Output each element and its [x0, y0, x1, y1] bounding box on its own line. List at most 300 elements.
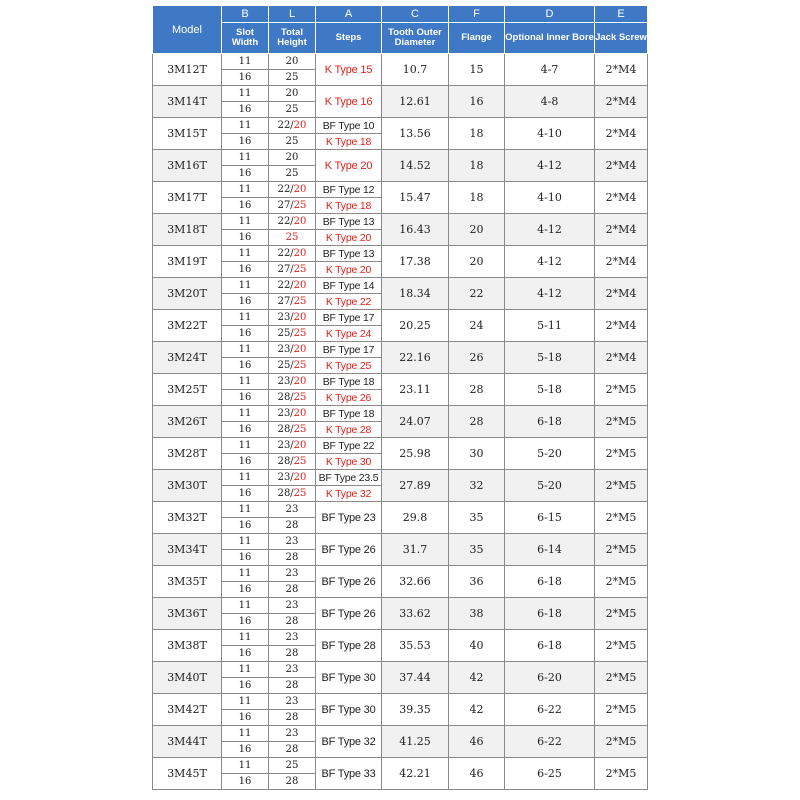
jack-screw-cell: 2*M5: [595, 470, 648, 502]
model-cell: 3M25T: [153, 374, 222, 406]
table-body: [153, 54, 648, 790]
total-height-cell: [269, 598, 316, 614]
total-height-cell: [269, 326, 316, 342]
steps-cell: BF Type 18: [316, 406, 382, 422]
pulley-spec-table: [152, 5, 648, 790]
total-height-value: 25/: [277, 327, 294, 339]
steps-cell: K Type 24: [316, 326, 382, 342]
inner-bore-cell: 6-20: [505, 662, 595, 694]
total-height-value: 23: [285, 663, 299, 675]
steps-cell: K Type 22: [316, 294, 382, 310]
header-optional-inner-bore: Optional Inner Bore: [505, 23, 595, 54]
slot-width-cell: 16: [222, 454, 269, 470]
inner-bore-cell: 6-18: [505, 630, 595, 662]
model-cell: 3M30T: [153, 470, 222, 502]
slot-width-cell: 11: [222, 758, 269, 774]
steps-cell: BF Type 13: [316, 246, 382, 262]
total-height-cell: [269, 278, 316, 294]
total-height-value: 23: [285, 567, 299, 579]
slot-width-cell: 11: [222, 662, 269, 678]
header-flange: Flange: [449, 23, 505, 54]
total-height-value: 25: [285, 759, 299, 771]
jack-screw-cell: 2*M4: [595, 86, 648, 118]
inner-bore-cell: 6-18: [505, 566, 595, 598]
table-row: [153, 598, 648, 614]
total-height-value: 20: [293, 343, 307, 355]
total-height-value: 25: [293, 199, 307, 211]
total-height-value: 25: [293, 455, 307, 467]
total-height-cell: [269, 470, 316, 486]
model-cell: 3M20T: [153, 278, 222, 310]
jack-screw-cell: 2*M4: [595, 278, 648, 310]
total-height-value: 20: [285, 87, 299, 99]
header-jack-screw: Jack Screw: [595, 23, 648, 54]
total-height-value: 27/: [277, 199, 294, 211]
slot-width-cell: 16: [222, 294, 269, 310]
table-row: [153, 214, 648, 230]
total-height-value: 23: [285, 599, 299, 611]
total-height-cell: [269, 214, 316, 230]
total-height-cell: [269, 358, 316, 374]
steps-cell: BF Type 10: [316, 118, 382, 134]
header-model: Model: [153, 6, 222, 54]
total-height-cell: [269, 182, 316, 198]
total-height-value: 28: [285, 743, 299, 755]
table-row: [153, 86, 648, 102]
total-height-cell: [269, 726, 316, 742]
slot-width-cell: 11: [222, 470, 269, 486]
total-height-value: 28: [285, 551, 299, 563]
inner-bore-cell: 4-12: [505, 150, 595, 182]
total-height-value: 23/: [277, 343, 294, 355]
slot-width-cell: 16: [222, 774, 269, 790]
total-height-cell: [269, 630, 316, 646]
steps-cell: K Type 32: [316, 486, 382, 502]
slot-width-cell: 11: [222, 342, 269, 358]
total-height-cell: [269, 742, 316, 758]
jack-screw-cell: 2*M5: [595, 502, 648, 534]
total-height-value: 23: [285, 535, 299, 547]
total-height-value: 28: [285, 775, 299, 787]
inner-bore-cell: 6-18: [505, 406, 595, 438]
table-row: [153, 246, 648, 262]
slot-width-cell: 11: [222, 694, 269, 710]
total-height-value: 28: [285, 679, 299, 691]
slot-width-cell: 11: [222, 182, 269, 198]
total-height-value: 23/: [277, 407, 294, 419]
inner-bore-cell: 6-18: [505, 598, 595, 630]
total-height-cell: [269, 54, 316, 70]
total-height-value: 25: [293, 263, 307, 275]
steps-cell: K Type 18: [316, 134, 382, 150]
total-height-value: 28: [285, 711, 299, 723]
total-height-value: 25: [293, 327, 307, 339]
header-slot-width: Slot Width: [222, 23, 269, 54]
steps-cell: BF Type 30: [316, 662, 382, 694]
slot-width-cell: 11: [222, 150, 269, 166]
slot-width-cell: 16: [222, 550, 269, 566]
total-height-cell: [269, 566, 316, 582]
model-cell: 3M24T: [153, 342, 222, 374]
table-row: [153, 310, 648, 326]
table-row: [153, 342, 648, 358]
model-cell: 3M40T: [153, 662, 222, 694]
slot-width-cell: 11: [222, 534, 269, 550]
inner-bore-cell: 5-20: [505, 438, 595, 470]
header-letter-b: B: [222, 6, 269, 23]
total-height-value: 22/: [277, 215, 294, 227]
header-letter-f: F: [449, 6, 505, 23]
inner-bore-cell: 5-11: [505, 310, 595, 342]
tooth-outer-diameter-cell: 41.25: [382, 726, 449, 758]
total-height-cell: [269, 486, 316, 502]
total-height-cell: [269, 454, 316, 470]
table-row: [153, 438, 648, 454]
flange-cell: 28: [449, 406, 505, 438]
total-height-cell: [269, 646, 316, 662]
table-row: [153, 374, 648, 390]
flange-cell: 15: [449, 54, 505, 86]
inner-bore-cell: 4-10: [505, 118, 595, 150]
inner-bore-cell: 5-20: [505, 470, 595, 502]
inner-bore-cell: 4-12: [505, 246, 595, 278]
slot-width-cell: 16: [222, 710, 269, 726]
model-cell: 3M45T: [153, 758, 222, 790]
jack-screw-cell: 2*M4: [595, 54, 648, 86]
flange-cell: 42: [449, 662, 505, 694]
table-row: [153, 694, 648, 710]
tooth-outer-diameter-cell: 12.61: [382, 86, 449, 118]
total-height-cell: [269, 758, 316, 774]
header-name-row: [153, 23, 648, 54]
tooth-outer-diameter-cell: 27.89: [382, 470, 449, 502]
jack-screw-cell: 2*M5: [595, 406, 648, 438]
steps-cell: BF Type 28: [316, 630, 382, 662]
model-cell: 3M15T: [153, 118, 222, 150]
header-tooth-outer-diameter: Tooth Outer Diameter: [382, 23, 449, 54]
total-height-value: 25: [293, 487, 307, 499]
total-height-value: 25: [285, 103, 299, 115]
slot-width-cell: 16: [222, 134, 269, 150]
table-row: [153, 502, 648, 518]
total-height-cell: [269, 310, 316, 326]
header-letter-c: C: [382, 6, 449, 23]
flange-cell: 18: [449, 182, 505, 214]
total-height-value: 20: [293, 119, 307, 131]
total-height-value: 23/: [277, 311, 294, 323]
table-row: [153, 118, 648, 134]
flange-cell: 20: [449, 214, 505, 246]
slot-width-cell: 16: [222, 742, 269, 758]
total-height-value: 25: [285, 135, 299, 147]
steps-cell: BF Type 33: [316, 758, 382, 790]
header-total-height: Total Height: [269, 23, 316, 54]
total-height-value: 28/: [277, 487, 294, 499]
total-height-value: 28: [285, 647, 299, 659]
tooth-outer-diameter-cell: 15.47: [382, 182, 449, 214]
total-height-cell: [269, 694, 316, 710]
total-height-value: 20: [285, 151, 299, 163]
jack-screw-cell: 2*M5: [595, 598, 648, 630]
flange-cell: 26: [449, 342, 505, 374]
jack-screw-cell: 2*M5: [595, 438, 648, 470]
inner-bore-cell: 4-7: [505, 54, 595, 86]
steps-cell: K Type 15: [316, 54, 382, 86]
total-height-cell: [269, 118, 316, 134]
total-height-cell: [269, 550, 316, 566]
model-cell: 3M36T: [153, 598, 222, 630]
tooth-outer-diameter-cell: 25.98: [382, 438, 449, 470]
total-height-value: 22/: [277, 279, 294, 291]
steps-cell: K Type 25: [316, 358, 382, 374]
slot-width-cell: 16: [222, 70, 269, 86]
steps-cell: K Type 28: [316, 422, 382, 438]
jack-screw-cell: 2*M4: [595, 150, 648, 182]
total-height-value: 20: [293, 407, 307, 419]
flange-cell: 18: [449, 118, 505, 150]
total-height-value: 25: [293, 359, 307, 371]
slot-width-cell: 16: [222, 646, 269, 662]
table-row: [153, 662, 648, 678]
table-row: [153, 630, 648, 646]
steps-cell: BF Type 23.5: [316, 470, 382, 486]
flange-cell: 22: [449, 278, 505, 310]
total-height-value: 23/: [277, 439, 294, 451]
jack-screw-cell: 2*M5: [595, 566, 648, 598]
total-height-cell: [269, 70, 316, 86]
steps-cell: BF Type 26: [316, 566, 382, 598]
total-height-value: 28/: [277, 455, 294, 467]
table-row: [153, 758, 648, 774]
total-height-cell: [269, 502, 316, 518]
slot-width-cell: 16: [222, 102, 269, 118]
tooth-outer-diameter-cell: 31.7: [382, 534, 449, 566]
total-height-value: 28: [285, 583, 299, 595]
slot-width-cell: 16: [222, 518, 269, 534]
total-height-value: 20: [293, 471, 307, 483]
slot-width-cell: 16: [222, 390, 269, 406]
total-height-cell: [269, 134, 316, 150]
total-height-cell: [269, 678, 316, 694]
total-height-cell: [269, 198, 316, 214]
model-cell: 3M32T: [153, 502, 222, 534]
tooth-outer-diameter-cell: 16.43: [382, 214, 449, 246]
slot-width-cell: 11: [222, 630, 269, 646]
model-cell: 3M22T: [153, 310, 222, 342]
steps-cell: BF Type 23: [316, 502, 382, 534]
inner-bore-cell: 4-10: [505, 182, 595, 214]
flange-cell: 30: [449, 438, 505, 470]
tooth-outer-diameter-cell: 24.07: [382, 406, 449, 438]
steps-cell: BF Type 26: [316, 598, 382, 630]
inner-bore-cell: 4-8: [505, 86, 595, 118]
jack-screw-cell: 2*M4: [595, 214, 648, 246]
steps-cell: BF Type 18: [316, 374, 382, 390]
slot-width-cell: 11: [222, 246, 269, 262]
inner-bore-cell: 4-12: [505, 278, 595, 310]
jack-screw-cell: 2*M4: [595, 310, 648, 342]
model-cell: 3M19T: [153, 246, 222, 278]
steps-cell: K Type 30: [316, 454, 382, 470]
header-letter-row: [153, 6, 648, 23]
total-height-value: 20: [293, 183, 307, 195]
total-height-value: 20: [293, 279, 307, 291]
tooth-outer-diameter-cell: 42.21: [382, 758, 449, 790]
total-height-cell: [269, 166, 316, 182]
inner-bore-cell: 6-22: [505, 726, 595, 758]
slot-width-cell: 11: [222, 726, 269, 742]
total-height-value: 27/: [277, 295, 294, 307]
total-height-value: 20: [293, 311, 307, 323]
flange-cell: 24: [449, 310, 505, 342]
table-row: [153, 406, 648, 422]
model-cell: 3M38T: [153, 630, 222, 662]
tooth-outer-diameter-cell: 37.44: [382, 662, 449, 694]
total-height-value: 25: [293, 391, 307, 403]
total-height-cell: [269, 438, 316, 454]
table-row: [153, 278, 648, 294]
header-letter-e: E: [595, 6, 648, 23]
total-height-value: 25: [285, 231, 299, 243]
steps-cell: BF Type 26: [316, 534, 382, 566]
steps-cell: BF Type 17: [316, 342, 382, 358]
total-height-value: 25: [293, 295, 307, 307]
slot-width-cell: 11: [222, 406, 269, 422]
total-height-value: 23: [285, 727, 299, 739]
jack-screw-cell: 2*M4: [595, 182, 648, 214]
flange-cell: 36: [449, 566, 505, 598]
model-cell: 3M17T: [153, 182, 222, 214]
total-height-cell: [269, 614, 316, 630]
flange-cell: 28: [449, 374, 505, 406]
inner-bore-cell: 6-15: [505, 502, 595, 534]
total-height-value: 23/: [277, 375, 294, 387]
flange-cell: 46: [449, 758, 505, 790]
inner-bore-cell: 5-18: [505, 342, 595, 374]
total-height-cell: [269, 518, 316, 534]
table-row: [153, 534, 648, 550]
steps-cell: BF Type 13: [316, 214, 382, 230]
total-height-value: 28: [285, 519, 299, 531]
model-cell: 3M42T: [153, 694, 222, 726]
slot-width-cell: 11: [222, 54, 269, 70]
table-row: [153, 470, 648, 486]
total-height-cell: [269, 86, 316, 102]
total-height-cell: [269, 294, 316, 310]
total-height-value: 25: [285, 71, 299, 83]
slot-width-cell: 16: [222, 486, 269, 502]
tooth-outer-diameter-cell: 35.53: [382, 630, 449, 662]
total-height-cell: [269, 406, 316, 422]
total-height-value: 25/: [277, 359, 294, 371]
tooth-outer-diameter-cell: 17.38: [382, 246, 449, 278]
inner-bore-cell: 4-12: [505, 214, 595, 246]
header-letter-a: A: [316, 6, 382, 23]
flange-cell: 46: [449, 726, 505, 758]
jack-screw-cell: 2*M5: [595, 374, 648, 406]
model-cell: 3M18T: [153, 214, 222, 246]
total-height-value: 20: [293, 375, 307, 387]
jack-screw-cell: 2*M5: [595, 726, 648, 758]
inner-bore-cell: 6-22: [505, 694, 595, 726]
total-height-value: 25: [293, 423, 307, 435]
slot-width-cell: 11: [222, 278, 269, 294]
model-cell: 3M12T: [153, 54, 222, 86]
jack-screw-cell: 2*M5: [595, 534, 648, 566]
total-height-cell: [269, 150, 316, 166]
steps-cell: K Type 26: [316, 390, 382, 406]
flange-cell: 35: [449, 502, 505, 534]
total-height-cell: [269, 374, 316, 390]
slot-width-cell: 11: [222, 598, 269, 614]
table-row: [153, 150, 648, 166]
total-height-value: 22/: [277, 183, 294, 195]
steps-cell: K Type 18: [316, 198, 382, 214]
total-height-cell: [269, 662, 316, 678]
total-height-value: 23/: [277, 471, 294, 483]
slot-width-cell: 16: [222, 678, 269, 694]
slot-width-cell: 16: [222, 262, 269, 278]
total-height-value: 20: [285, 55, 299, 67]
steps-cell: K Type 20: [316, 262, 382, 278]
table-header: [153, 6, 648, 54]
total-height-value: 22/: [277, 247, 294, 259]
total-height-value: 20: [293, 439, 307, 451]
tooth-outer-diameter-cell: 23.11: [382, 374, 449, 406]
tooth-outer-diameter-cell: 39.35: [382, 694, 449, 726]
flange-cell: 18: [449, 150, 505, 182]
header-letter-d: D: [505, 6, 595, 23]
flange-cell: 32: [449, 470, 505, 502]
slot-width-cell: 16: [222, 358, 269, 374]
total-height-value: 22/: [277, 119, 294, 131]
total-height-cell: [269, 246, 316, 262]
jack-screw-cell: 2*M5: [595, 758, 648, 790]
tooth-outer-diameter-cell: 18.34: [382, 278, 449, 310]
tooth-outer-diameter-cell: 32.66: [382, 566, 449, 598]
tooth-outer-diameter-cell: 33.62: [382, 598, 449, 630]
jack-screw-cell: 2*M5: [595, 662, 648, 694]
header-letter-l: L: [269, 6, 316, 23]
steps-cell: BF Type 32: [316, 726, 382, 758]
flange-cell: 35: [449, 534, 505, 566]
flange-cell: 16: [449, 86, 505, 118]
jack-screw-cell: 2*M5: [595, 630, 648, 662]
total-height-cell: [269, 582, 316, 598]
header-steps: Steps: [316, 23, 382, 54]
steps-cell: K Type 20: [316, 150, 382, 182]
table-row: [153, 54, 648, 70]
inner-bore-cell: 6-14: [505, 534, 595, 566]
table-row: [153, 566, 648, 582]
slot-width-cell: 11: [222, 214, 269, 230]
jack-screw-cell: 2*M4: [595, 342, 648, 374]
slot-width-cell: 16: [222, 166, 269, 182]
steps-cell: BF Type 14: [316, 278, 382, 294]
model-cell: 3M16T: [153, 150, 222, 182]
slot-width-cell: 16: [222, 614, 269, 630]
total-height-cell: [269, 710, 316, 726]
total-height-value: 23: [285, 631, 299, 643]
table-row: [153, 182, 648, 198]
total-height-cell: [269, 102, 316, 118]
model-cell: 3M26T: [153, 406, 222, 438]
model-cell: 3M44T: [153, 726, 222, 758]
slot-width-cell: 16: [222, 326, 269, 342]
model-cell: 3M35T: [153, 566, 222, 598]
tooth-outer-diameter-cell: 10.7: [382, 54, 449, 86]
jack-screw-cell: 2*M4: [595, 118, 648, 150]
